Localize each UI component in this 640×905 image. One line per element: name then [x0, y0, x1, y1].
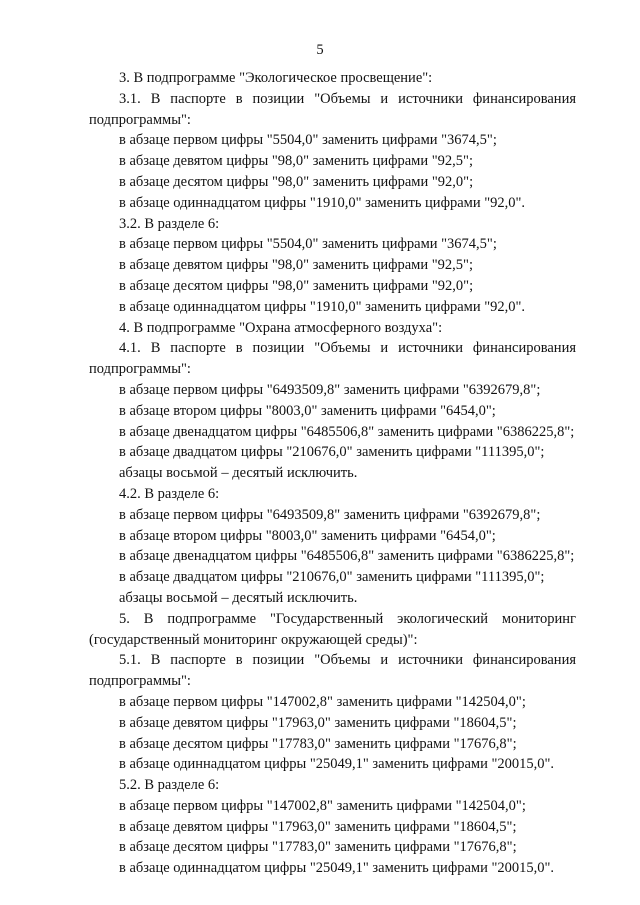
document-paragraph: 4.2. В разделе 6:: [119, 485, 220, 502]
document-paragraph: в абзаце первом цифры "6493509,8" заменить цифрами "6392679,8";: [119, 381, 541, 398]
document-paragraph: в абзаце одиннадцатом цифры "25049,1" заменить цифрами "20015,0".: [119, 860, 555, 877]
document-paragraph: 5.1. В паспорте в позиции "Объемы и источники финансирования подпрограммы":: [89, 652, 576, 690]
document-paragraph: в абзаце десятом цифры "17783,0" заменить цифрами "17676,8";: [119, 735, 517, 752]
document-paragraph: в абзаце десятом цифры "98,0" заменить цифрами "92,0";: [119, 277, 474, 294]
document-paragraph: 3. В подпрограмме "Экологическое просвещение":: [119, 70, 433, 86]
document-paragraph: в абзаце одиннадцатом цифры "25049,1" заменить цифрами "20015,0".: [119, 756, 555, 773]
document-paragraph: в абзаце первом цифры "6493509,8" заменить цифрами "6392679,8";: [119, 506, 541, 523]
document-paragraph: в абзаце двадцатом цифры "210676,0" заменить цифрами "111395,0";: [119, 569, 545, 586]
document-paragraph: в абзаце первом цифры "147002,8" заменить цифрами "142504,0";: [119, 693, 526, 710]
document-paragraph: в абзаце девятом цифры "17963,0" заменить цифрами "18604,5";: [119, 714, 517, 731]
document-paragraph: в абзаце двенадцатом цифры "6485506,8" заменить цифрами "6386225,8";: [119, 423, 575, 440]
document-paragraph: 4.1. В паспорте в позиции "Объемы и источники финансирования подпрограммы":: [89, 340, 576, 378]
document-paragraph: абзацы восьмой – десятый исключить.: [119, 589, 358, 606]
document-paragraph: в абзаце одиннадцатом цифры "1910,0" заменить цифрами "92,0".: [119, 194, 526, 211]
document-paragraph: в абзаце двадцатом цифры "210676,0" заменить цифрами "111395,0";: [119, 444, 545, 461]
document-paragraph: 3.1. В паспорте в позиции "Объемы и источники финансирования подпрограммы":: [89, 90, 576, 128]
document-paragraph: в абзаце девятом цифры "17963,0" заменить цифрами "18604,5";: [119, 818, 517, 835]
document-paragraph: в абзаце втором цифры "8003,0" заменить цифрами "6454,0";: [119, 402, 496, 419]
document-paragraph: 4. В подпрограмме "Охрана атмосферного воздуха":: [119, 319, 443, 336]
document-paragraph: 3.2. В разделе 6:: [119, 215, 220, 232]
document-paragraph: в абзаце первом цифры "5504,0" заменить цифрами "3674,5";: [119, 236, 497, 253]
document-paragraph: в абзаце втором цифры "8003,0" заменить цифрами "6454,0";: [119, 527, 496, 544]
document-paragraph: в абзаце первом цифры "147002,8" заменить цифрами "142504,0";: [119, 797, 526, 814]
document-body: [89, 68, 576, 879]
document-paragraph: 5.2. В разделе 6:: [119, 777, 220, 794]
document-paragraph: в абзаце десятом цифры "98,0" заменить цифрами "92,0";: [119, 173, 474, 190]
document-paragraph: 5. В подпрограмме "Государственный экологический мониторинг (государственный мониторинг окружающей среды)":: [89, 610, 576, 648]
document-paragraph: в абзаце десятом цифры "17783,0" заменить цифрами "17676,8";: [119, 839, 517, 856]
document-paragraph: в абзаце одиннадцатом цифры "1910,0" заменить цифрами "92,0".: [119, 298, 526, 315]
document-paragraph: в абзаце двенадцатом цифры "6485506,8" заменить цифрами "6386225,8";: [119, 548, 575, 565]
document-paragraph: в абзаце девятом цифры "98,0" заменить цифрами "92,5";: [119, 257, 473, 274]
document-paragraph: в абзаце первом цифры "5504,0" заменить цифрами "3674,5";: [119, 132, 497, 149]
document-paragraph: абзацы восьмой – десятый исключить.: [119, 465, 358, 482]
page-number: 5: [316, 42, 324, 58]
document-paragraph: в абзаце девятом цифры "98,0" заменить цифрами "92,5";: [119, 153, 473, 170]
